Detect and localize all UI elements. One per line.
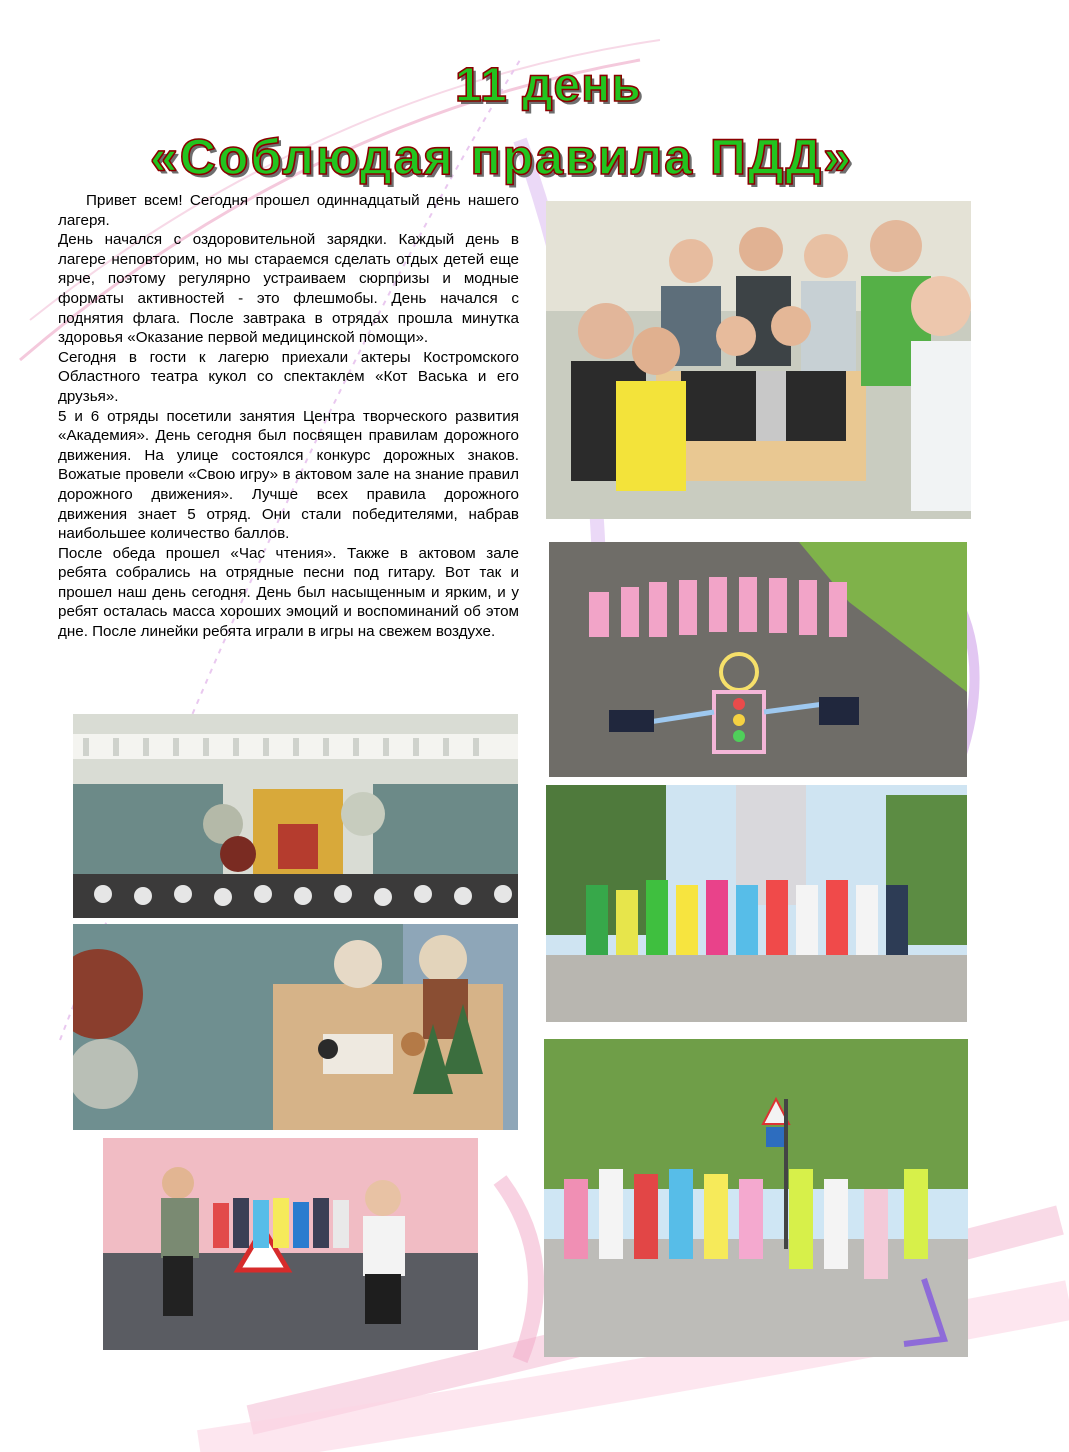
photo-warning-triangle [103, 1138, 478, 1350]
article-paragraph: Привет всем! Сегодня прошел одиннадцатый день нашего лагеря. [58, 192, 519, 229]
article-text [58, 191, 519, 642]
article-paragraph: 5 и 6 отряды посетили занятия Центра творческого развития «Академия». День сегодня был посвящен правилам дорожного движения. На улице состоялся конкурс дорожных знаков. Вожатые провели «Свою игру» в актовом зале на знание правил дорожного движения». Лучше всех правила дорожного движения знает 5 отряд. Они стали победителями, набрав наибольшее количество баллов. [58, 407, 519, 543]
page-title-theme: «Соблюдая правила ПДД» [150, 129, 853, 185]
photo-road-model [546, 201, 971, 519]
article-paragraph: После обеда прошел «Час чтения». Также в актовом зале ребята собрались на отрядные песни под гитару. Вот так и прошел наш день сегодня. День был насыщенным и ярким, и у ребят осталась масса хороших эмоций и воспоминаний об этом дне. После линейки ребята играли в игры на свежем воздухе. [58, 544, 519, 641]
photo-group-roadside [546, 785, 967, 1022]
photo-puppet-show [73, 924, 518, 1130]
article-paragraph: Сегодня в гости к лагерю приехали актеры Костромского Областного театра кукол со спектаклем «Кот Васька и его друзья». [58, 348, 519, 405]
photo-chalk-drawing [549, 542, 967, 777]
photo-theatre-hall [73, 714, 518, 918]
page-title-day: 11 день [455, 59, 642, 112]
article-paragraph: День начался с оздоровительной зарядки. Каждый день в лагере неповторим, но мы стараемся сделать отдых детей еще ярче, поэтому регулярно устраиваем сюрпризы и модные форматы активностей - это флешмобы. День начался с поднятия флага. После завтрака в отрядах прошла минутка здоровья «Оказание первой медицинской помощи». [58, 231, 519, 347]
photo-group-crossing [544, 1039, 968, 1357]
